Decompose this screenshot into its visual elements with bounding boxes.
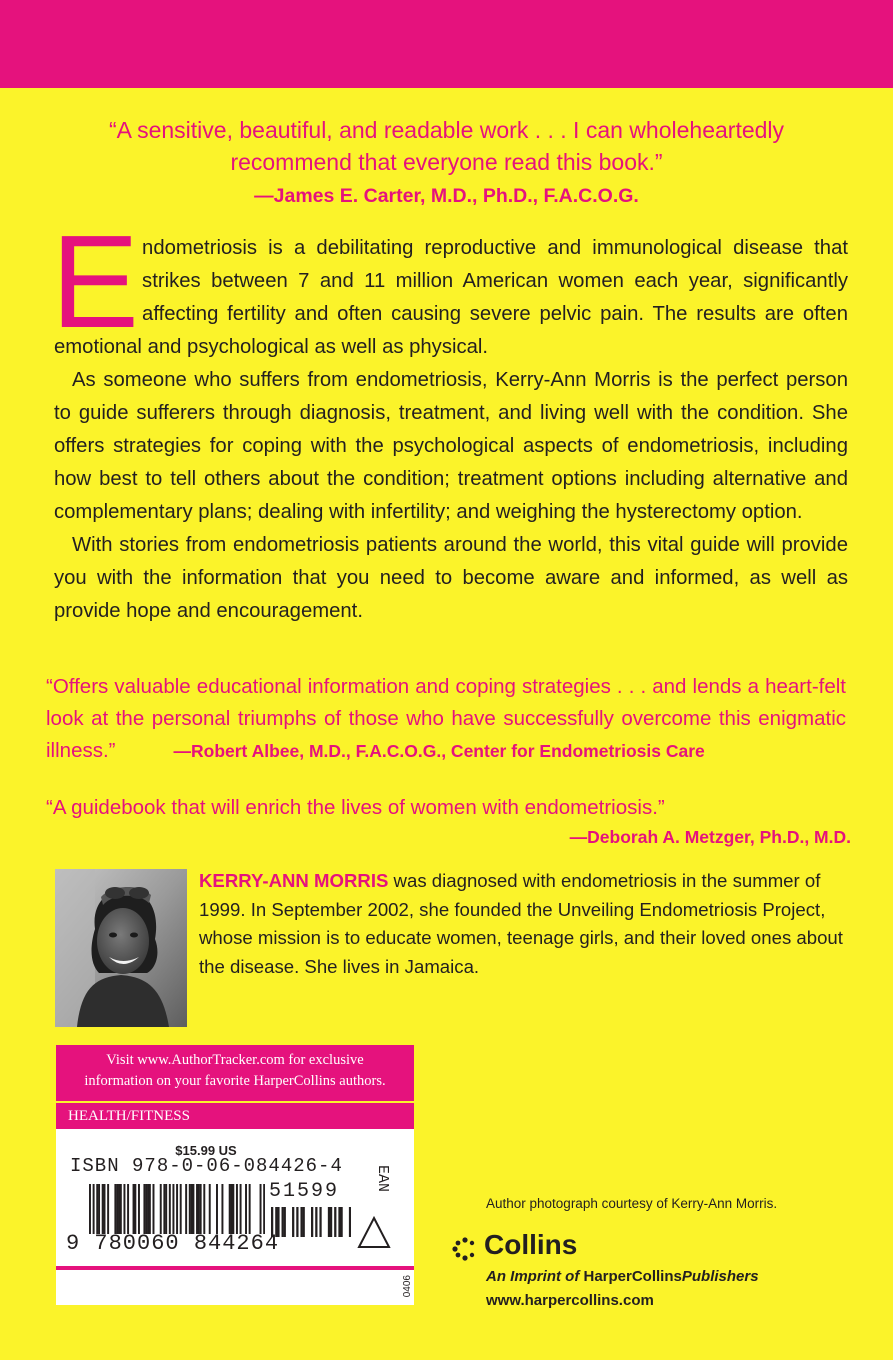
barcode-bar bbox=[149, 1184, 151, 1234]
barcode-bar bbox=[196, 1184, 198, 1234]
quote-metzger: “A guidebook that will enrich the lives of women with endometriosis.” bbox=[46, 796, 665, 819]
barcode-bar bbox=[260, 1184, 262, 1234]
collins-logo-icon bbox=[451, 1235, 479, 1263]
barcode-bar bbox=[282, 1207, 284, 1237]
price-addon-code: 51599 bbox=[269, 1180, 340, 1203]
barcode-bar bbox=[303, 1207, 305, 1237]
barcode-bar bbox=[221, 1184, 223, 1234]
author-tracker-line1: Visit www.AuthorTracker.com for exclusive bbox=[106, 1052, 364, 1068]
barcode-bar bbox=[133, 1184, 135, 1234]
description-paragraph-1: ndometriosis is a debilitating reproductive and immunological disease that strikes between 7 and 11 million American women each year, significantly affecting fertility and often causing severe pelvic pain. The results are often emotional and psychological as well as physical. bbox=[54, 237, 848, 358]
quote-albee bbox=[46, 671, 846, 767]
barcode-bar bbox=[209, 1184, 211, 1234]
barcode-bar bbox=[114, 1184, 116, 1234]
barcode-bar bbox=[143, 1184, 145, 1234]
barcode-bar bbox=[102, 1184, 104, 1234]
barcode-bar bbox=[203, 1184, 205, 1234]
barcode-bar bbox=[176, 1184, 178, 1234]
barcode-bar bbox=[292, 1207, 294, 1237]
ean-label: EAN bbox=[374, 1165, 391, 1193]
quote-carter-line1: “A sensitive, beautiful, and readable work . . . I can wholeheartedly bbox=[108, 117, 785, 143]
barcode-bar bbox=[127, 1184, 129, 1234]
imprint-name: HarperCollins bbox=[583, 1268, 682, 1285]
barcode-bar bbox=[165, 1184, 167, 1234]
publisher-website: www.harpercollins.com bbox=[486, 1292, 654, 1309]
category-label: HEALTH/FITNESS bbox=[56, 1103, 414, 1129]
barcode-bar bbox=[300, 1207, 302, 1237]
top-magenta-band bbox=[0, 0, 893, 88]
barcode-bar bbox=[231, 1184, 233, 1234]
author-bio-text: was diagnosed with endometriosis in the summer of 1999. In September 2002, she founded the Unveiling Endometriosis Project, whose mission is to educate women, teenage girls, and their loved ones about the disease. She lives in Jamaica. bbox=[199, 870, 843, 977]
barcode-bar bbox=[338, 1207, 340, 1237]
barcode-bar bbox=[200, 1184, 202, 1234]
barcode-bar bbox=[263, 1184, 265, 1234]
barcode-bar bbox=[147, 1184, 149, 1234]
barcode-bars bbox=[89, 1184, 265, 1234]
author-bio bbox=[199, 867, 849, 981]
barcode-bar bbox=[319, 1207, 321, 1237]
isbn: ISBN 978-0-06-084426-4 bbox=[70, 1155, 343, 1177]
barcode-bar bbox=[249, 1184, 251, 1234]
barcode-addon-bars bbox=[271, 1207, 351, 1237]
barcode-bar bbox=[349, 1207, 351, 1237]
quote-carter-line2: recommend that everyone read this book.” bbox=[230, 149, 663, 175]
price: $15.99 US bbox=[175, 1143, 237, 1158]
photo-credit: Author photograph courtesy of Kerry-Ann Morris. bbox=[486, 1196, 778, 1211]
barcode-bar bbox=[89, 1184, 91, 1234]
barcode-bar bbox=[229, 1184, 231, 1234]
barcode-bar bbox=[334, 1207, 336, 1237]
barcode-bar bbox=[134, 1184, 136, 1234]
barcode-bar bbox=[311, 1207, 313, 1237]
barcode-bar bbox=[116, 1184, 118, 1234]
author-photo bbox=[55, 869, 187, 1027]
quote-carter-attribution: —James E. Carter, M.D., Ph.D., F.A.C.O.G. bbox=[254, 185, 639, 207]
barcode-bar bbox=[138, 1184, 140, 1234]
barcode-digits: 9 780060 844264 bbox=[66, 1231, 280, 1256]
quote-albee-text: “Offers valuable educational information and coping strategies . . . and lends a heart-felt look at the personal triumphs of those who have successfully overcome this enigmatic illness.” bbox=[46, 675, 846, 762]
barcode-bar bbox=[330, 1207, 332, 1237]
barcode-bar bbox=[296, 1207, 298, 1237]
barcode-bar bbox=[107, 1184, 109, 1234]
barcode-bar bbox=[236, 1184, 238, 1234]
imprint-line bbox=[486, 1268, 759, 1285]
barcode-bar bbox=[284, 1207, 286, 1237]
description bbox=[51, 208, 848, 628]
imprint-prefix: An Imprint of bbox=[486, 1268, 584, 1285]
barcode-bar bbox=[145, 1184, 147, 1234]
print-code: 0406 bbox=[402, 1275, 413, 1298]
barcode-bar bbox=[198, 1184, 200, 1234]
barcode-bar bbox=[96, 1184, 98, 1234]
barcode-bar bbox=[191, 1184, 193, 1234]
drop-cap: E bbox=[51, 208, 140, 355]
barcode-bar bbox=[104, 1184, 106, 1234]
barcode-bar bbox=[123, 1184, 125, 1234]
quote-metzger-attribution: —Deborah A. Metzger, Ph.D., M.D. bbox=[569, 827, 851, 847]
imprint-suffix: Publishers bbox=[681, 1268, 759, 1285]
publisher-name: Collins bbox=[484, 1229, 578, 1260]
quote-carter bbox=[40, 114, 853, 178]
barcode-bar bbox=[232, 1184, 234, 1234]
barcode-bar bbox=[185, 1184, 187, 1234]
quote-albee-attribution: —Robert Albee, M.D., F.A.C.O.G., Center for Endometriosis Care bbox=[173, 741, 705, 761]
barcode-bar bbox=[163, 1184, 165, 1234]
barcode-bar bbox=[192, 1184, 194, 1234]
barcode-bar bbox=[160, 1184, 162, 1234]
barcode-bar bbox=[98, 1184, 100, 1234]
author-tracker-box bbox=[56, 1045, 414, 1101]
barcode-bar bbox=[172, 1184, 174, 1234]
barcode-bar bbox=[169, 1184, 171, 1234]
barcode-bar bbox=[120, 1184, 122, 1234]
author-portrait-image bbox=[55, 869, 187, 1027]
barcode-bar bbox=[93, 1184, 95, 1234]
barcode-bar bbox=[118, 1184, 120, 1234]
description-paragraph-3: With stories from endometriosis patients around the world, this vital guide will provide you with the information that you need to become aware and informed, as well as provide hope and encouragement. bbox=[54, 534, 848, 622]
barcode-panel bbox=[56, 1129, 414, 1305]
description-paragraph-2: As someone who suffers from endometriosis, Kerry-Ann Morris is the perfect person to guide sufferers through diagnosis, treatment, and living well with the condition. She offers strategies for coping with the psychological aspects of endometriosis, including how best to tell others about the condition; treatment options including alternative and complementary plans; dealing with infertility; and weighing the hysterectomy option. bbox=[54, 369, 848, 523]
barcode-bar bbox=[315, 1207, 317, 1237]
barcode-divider bbox=[56, 1266, 414, 1270]
triangle-mark-icon bbox=[356, 1215, 392, 1251]
barcode-bar bbox=[340, 1207, 342, 1237]
author-tracker-line2: information on your favorite HarperCollins authors. bbox=[84, 1073, 386, 1089]
barcode-bar bbox=[189, 1184, 191, 1234]
barcode-bar bbox=[216, 1184, 218, 1234]
barcode-bar bbox=[245, 1184, 247, 1234]
barcode-bar bbox=[240, 1184, 242, 1234]
barcode-bar bbox=[180, 1184, 182, 1234]
author-name: KERRY-ANN MORRIS bbox=[199, 870, 389, 891]
barcode-bar bbox=[153, 1184, 155, 1234]
barcode-bar bbox=[328, 1207, 330, 1237]
